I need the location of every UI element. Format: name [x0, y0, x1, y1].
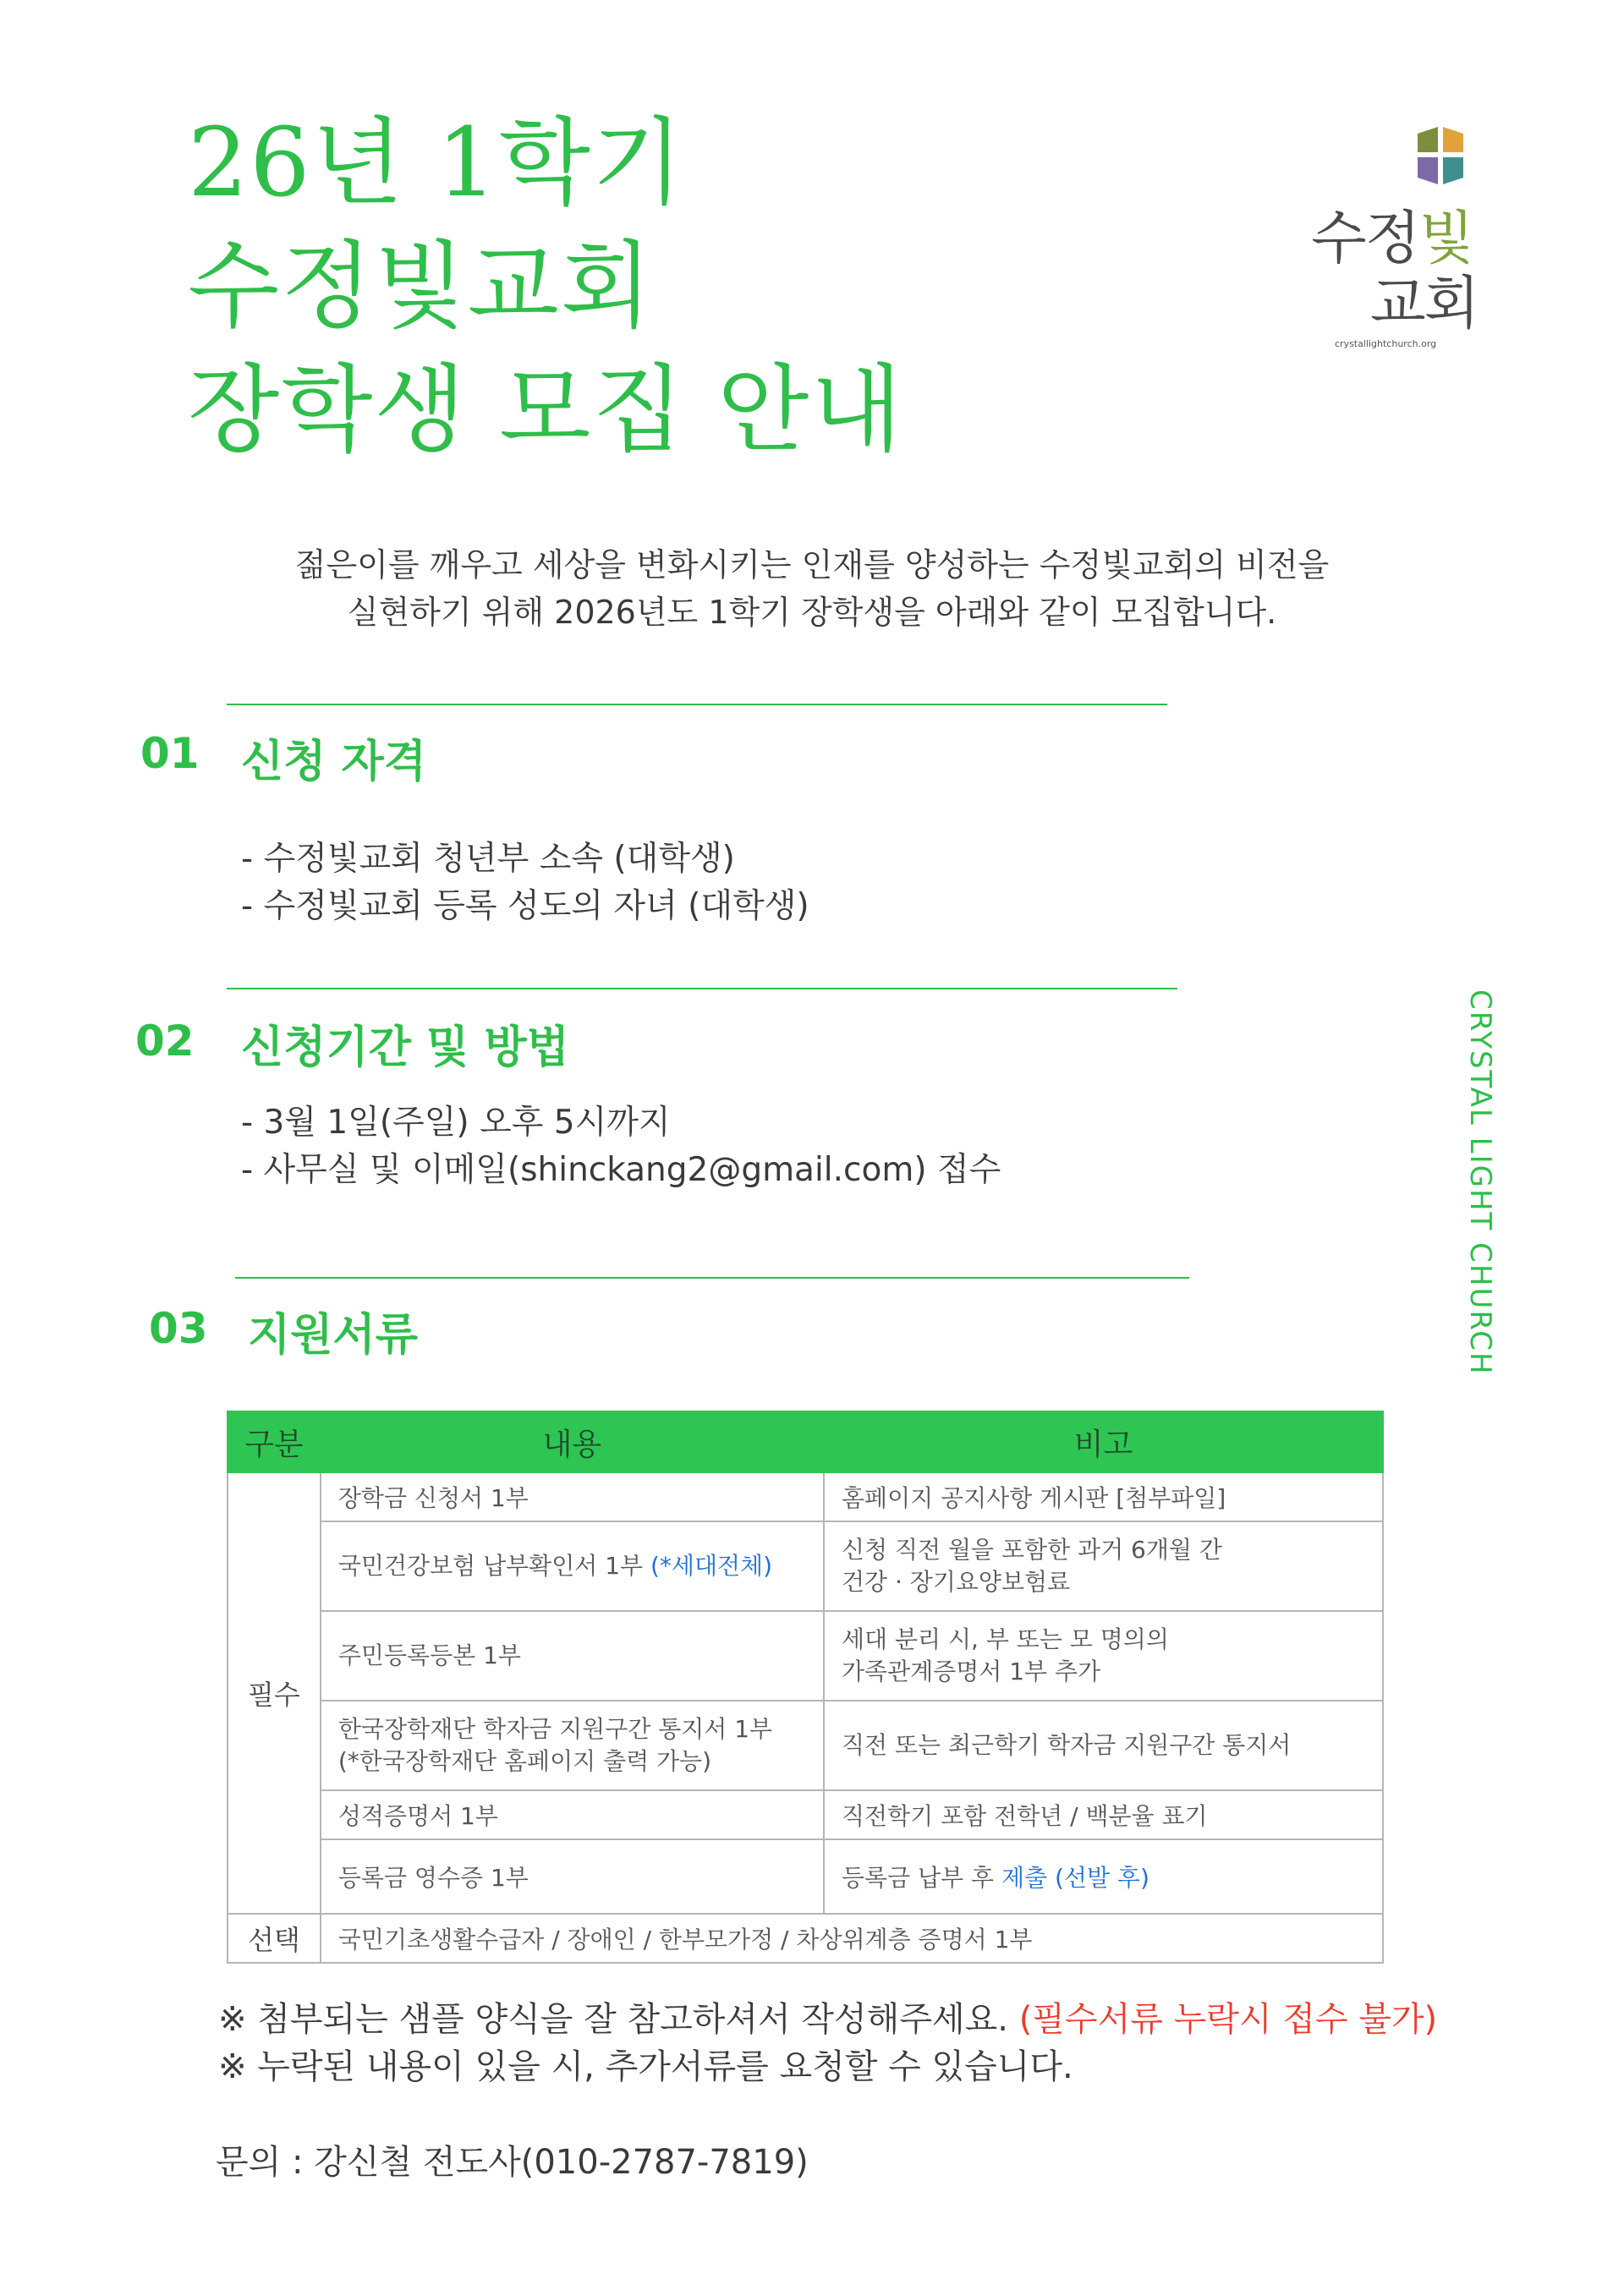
header-note: 비고 — [824, 1411, 1383, 1472]
list-item: - 사무실 및 이메일(shinckang2@gmail.com) 접수 — [241, 1151, 1001, 1189]
row-content-highlight: (*세대전체) — [650, 1552, 773, 1580]
row-content: 등록금 영수증 1부 — [321, 1839, 824, 1914]
table-row — [228, 1521, 1383, 1611]
row-content-line: 한국장학재단 학자금 지원구간 통지서 1부 — [337, 1715, 773, 1743]
row-content: 성적증명서 1부 — [321, 1790, 824, 1839]
row-content: 국민기초생활수급자 / 장애인 / 한부모가정 / 차상위계층 증명서 1부 — [321, 1914, 1383, 1963]
logo-name-line-2: 교회 — [1370, 271, 1479, 337]
title-line-2: 수정빛교회 — [188, 232, 654, 342]
title-line-3: 장학생 모집 안내 — [188, 355, 904, 465]
section-divider — [227, 704, 1167, 705]
intro-line-2: 실현하기 위해 2026년도 1학기 장학생을 아래와 같이 모집합니다. — [347, 594, 1277, 631]
intro-line-1: 젊은이를 깨우고 세상을 변화시키는 인재를 양성하는 수정빛교회의 비전을 — [294, 546, 1330, 584]
section-number: 01 — [140, 729, 200, 778]
table-row — [228, 1701, 1383, 1790]
table-row — [228, 1472, 1383, 1521]
contact-info: 문의 : 강신철 전도사(010-2787-7819) — [216, 2143, 809, 2182]
cross-logo-icon — [1414, 127, 1467, 184]
note-line: ※ 누락된 내용이 있을 시, 추가서류를 요청할 수 있습니다. — [218, 2047, 1073, 2086]
table-row — [228, 1790, 1383, 1839]
eligibility-list — [241, 836, 809, 930]
row-note-text: 등록금 납부 후 — [841, 1864, 1001, 1892]
list-item: - 수정빛교회 청년부 소속 (대학생) — [241, 840, 735, 878]
row-content: 장학금 신청서 1부 — [321, 1472, 824, 1521]
row-content-text: 국민건강보험 납부확인서 1부 — [337, 1552, 650, 1580]
section-title: 지원서류 — [248, 1310, 418, 1361]
logo-name-part-2: 빛 — [1418, 205, 1473, 272]
table-row — [228, 1839, 1383, 1914]
logo-name-part-1: 수정 — [1311, 205, 1419, 272]
category-required: 필수 — [228, 1472, 321, 1914]
header-content: 내용 — [321, 1411, 824, 1472]
note-warning: (필수서류 누락시 접수 불가) — [1018, 2000, 1438, 2039]
table-row — [228, 1611, 1383, 1701]
row-note-highlight: 제출 (선발 후) — [1001, 1864, 1149, 1892]
row-note: 직전 또는 최근학기 학자금 지원구간 통지서 — [824, 1701, 1383, 1790]
section-number: 02 — [135, 1016, 195, 1066]
row-note — [824, 1521, 1383, 1611]
row-content — [321, 1521, 824, 1611]
table-row — [228, 1914, 1383, 1963]
row-content-line: (*한국장학재단 홈페이지 출력 가능) — [337, 1747, 712, 1775]
section-divider — [227, 988, 1177, 989]
row-note-line: 세대 분리 시, 부 또는 모 명의의 — [841, 1625, 1169, 1653]
row-note-line: 건강 · 장기요양보험료 — [841, 1568, 1071, 1596]
section-title: 신청기간 및 방법 — [241, 1022, 569, 1073]
list-item: - 3월 1일(주일) 오후 5시까지 — [241, 1104, 671, 1142]
section-title: 신청 자격 — [241, 737, 427, 787]
row-note — [824, 1839, 1383, 1914]
page-title — [188, 101, 904, 472]
note-line — [218, 1996, 1437, 2043]
section-divider — [235, 1277, 1189, 1279]
row-note — [824, 1611, 1383, 1701]
note-text: ※ 첨부되는 샘플 양식을 잘 참고하셔서 작성해주세요. — [218, 2000, 1019, 2039]
row-content — [321, 1701, 824, 1790]
notes — [218, 1996, 1437, 2091]
table-header-row — [228, 1411, 1383, 1472]
section-number: 03 — [149, 1304, 208, 1353]
church-logo — [1311, 127, 1480, 355]
header-category: 구분 — [228, 1411, 321, 1472]
title-line-1: 26년 1학기 — [188, 108, 685, 218]
list-item: - 수정빛교회 등록 성도의 자녀 (대학생) — [241, 887, 809, 925]
documents-table — [227, 1411, 1384, 1964]
application-method-list — [241, 1099, 1001, 1194]
vertical-brand-text: CRYSTAL LIGHT CHURCH — [1463, 989, 1497, 1376]
row-note: 홈페이지 공지사항 게시판 [첨부파일] — [824, 1472, 1383, 1521]
row-content: 주민등록등본 1부 — [321, 1611, 824, 1701]
row-note: 직전학기 포함 전학년 / 백분율 표기 — [824, 1790, 1383, 1839]
category-optional: 선택 — [228, 1914, 321, 1963]
row-note-line: 가족관계증명서 1부 추가 — [841, 1658, 1101, 1685]
intro-text — [169, 541, 1455, 636]
row-note-line: 신청 직전 월을 포함한 과거 6개월 간 — [841, 1536, 1222, 1564]
logo-url: crystallightchurch.org — [1335, 338, 1437, 349]
